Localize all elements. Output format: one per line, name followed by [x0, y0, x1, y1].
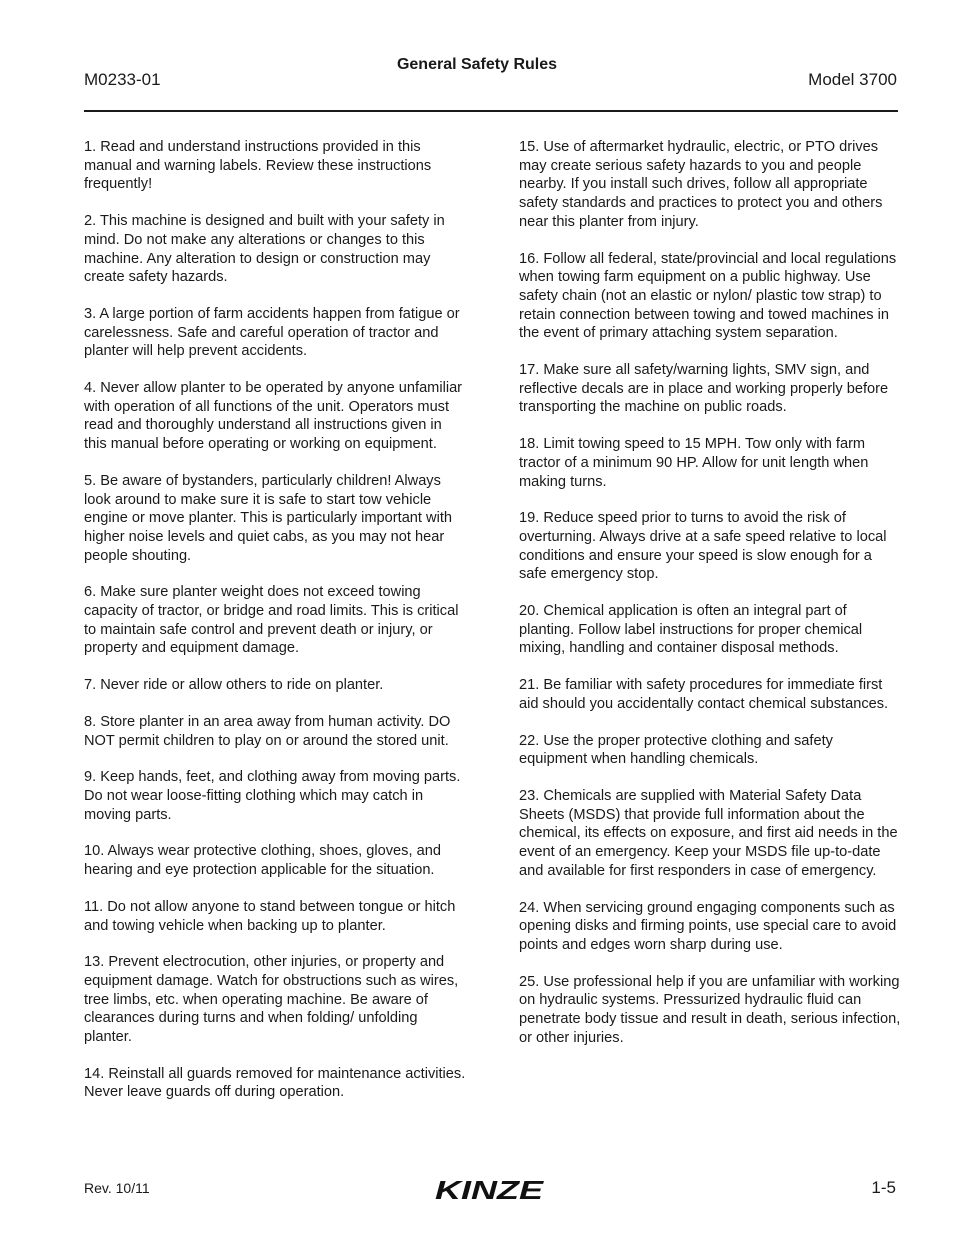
- rule-item: 22. Use the proper protective clothing and safety equipment when handling chemicals.: [519, 732, 833, 768]
- rule-item: 8. Store planter in an area away from human activity. DO NOT permit children to play on or around the stored unit.: [84, 713, 451, 749]
- rule-item: 23. Chemicals are supplied with Material Safety Data Sheets (MSDS) that provide full information about the chemical, its effects on exposure, and first aid needs in the event of an emergency. Keep your MSDS file up-to-date and available for first responders in case of emergency.: [519, 787, 898, 879]
- rule-item: 25. Use professional help if you are unfamiliar with working on hydraulic systems. Pressurized hydraulic fluid can penetrate body tissue and result in death, serious infection, or other injuries.: [519, 973, 901, 1046]
- rule-item: 20. Chemical application is often an integral part of planting. Follow label instructions for proper chemical mixing, handling and container disposal methods.: [519, 603, 863, 657]
- rule-item: 3. A large portion of farm accidents happen from fatigue or carelessness. Safe and careful operation of tractor and planter will help prevent accidents.: [84, 305, 460, 360]
- rule-item: 18. Limit towing speed to 15 MPH. Tow only with farm tractor of a minimum 90 HP. Allow for unit length when making turns.: [519, 436, 869, 490]
- rule-item: 14. Reinstall all guards removed for maintenance activities. Never leave guards off during operation.: [84, 1065, 466, 1101]
- rule-item: 7. Never ride or allow others to ride on planter.: [84, 677, 384, 694]
- rule-item: 10. Always wear protective clothing, shoes, gloves, and hearing and eye protection applicable for the situation.: [84, 843, 441, 879]
- logo-wordmark: KINZE: [435, 1176, 544, 1204]
- rule-item: 1. Read and understand instructions provided in this manual and warning labels. Review these instructions frequently!: [84, 139, 432, 193]
- header-divider: [84, 110, 898, 112]
- rule-item: 16. Follow all federal, state/provincial and local regulations when towing farm equipment on a public highway. Use safety chain (not an elastic or nylon/ plastic tow strap) to retain connection between towing and towed machines in the event of primary attaching system separation.: [519, 250, 897, 342]
- rule-item: 21. Be familiar with safety procedures for immediate first aid should you accidentally contact chemical substances.: [519, 677, 889, 712]
- rules-column-right: [519, 138, 901, 1065]
- kinze-logo: [431, 1176, 549, 1204]
- rule-item: 13. Prevent electrocution, other injuries, or property and equipment damage. Watch for obstructions such as wires, tree limbs, etc. when operating machine. Be aware of clearances during turns and when folding/ unfolding planter.: [84, 954, 459, 1046]
- rule-item: 15. Use of aftermarket hydraulic, electric, or PTO drives may create serious safety hazards to you and people nearby. If you install such drives, follow all appropriate safety standards and practices to protect you and others near this planter from injury.: [519, 139, 883, 230]
- page-number: 1-5: [871, 1178, 896, 1197]
- rule-item: 11. Do not allow anyone to stand between tongue or hitch and towing vehicle when backing up to planter.: [84, 898, 456, 934]
- rule-item: 6. Make sure planter weight does not exceed towing capacity of tractor, or bridge and road limits. This is critical to maintain safe control and prevent death or injury, or property and equipment damage.: [84, 584, 459, 657]
- rule-item: 9. Keep hands, feet, and clothing away from moving parts. Do not wear loose-fitting clothing which may catch in moving parts.: [84, 769, 461, 823]
- model-label: Model 3700: [808, 70, 897, 89]
- rule-item: 5. Be aware of bystanders, particularly children! Always look around to make sure it is safe to start tow vehicle engine or move planter. This is particularly important with higher noise levels and quiet cabs, as you may not hear people shouting.: [84, 472, 452, 564]
- rule-item: 2. This machine is designed and built with your safety in mind. Do not make any alterations or changes to this machine. Any alteration to design or construction may create safety hazards.: [84, 213, 445, 286]
- page-title: General Safety Rules: [396, 56, 558, 73]
- document-number: M0233-01: [84, 70, 161, 89]
- rule-item: 17. Make sure all safety/warning lights, SMV sign, and reflective decals are in place and working properly before transporting the machine on public roads.: [519, 362, 889, 416]
- rule-item: 4. Never allow planter to be operated by anyone unfamiliar with operation of all functions of the unit. Operators must read and thoroughly understand all instructions given in this manual before operating or working on equipment.: [84, 380, 463, 453]
- rule-item: 19. Reduce speed prior to turns to avoid the risk of overturning. Always drive at a safe speed relative to local conditions and ensure your speed is slow enough for a safe emergency stop.: [519, 510, 887, 583]
- revision-label: Rev. 10/11: [84, 1180, 150, 1196]
- rule-item: 24. When servicing ground engaging components such as opening disks and firming points, use special care to avoid points and edges worn sharp during use.: [519, 899, 897, 953]
- rules-column-left: [84, 138, 466, 1120]
